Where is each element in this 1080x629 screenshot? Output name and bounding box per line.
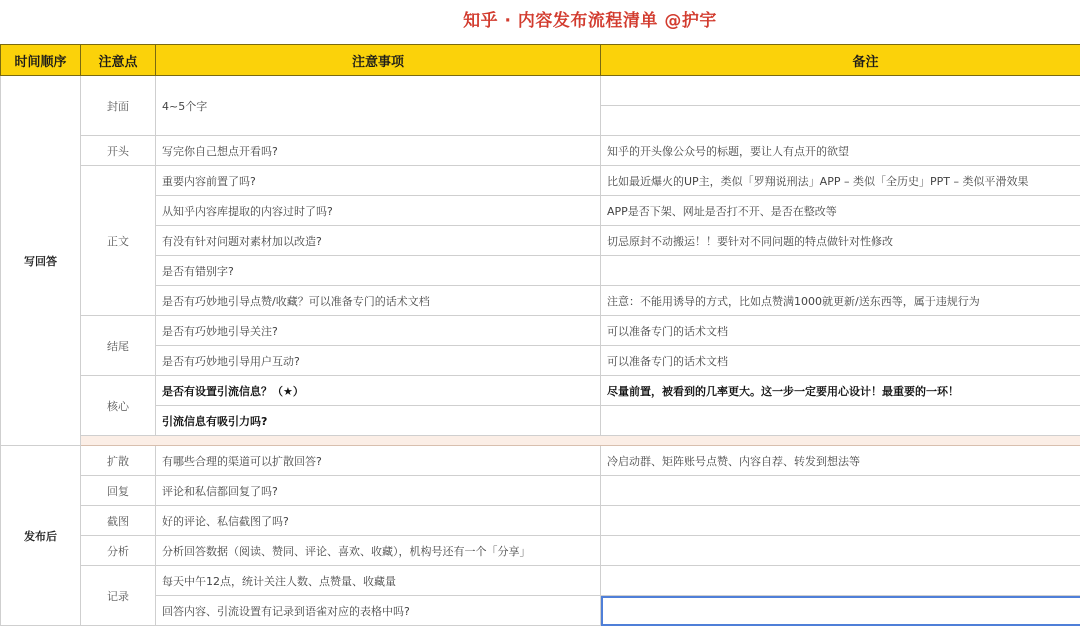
item-cell[interactable]: 从知乎内容库提取的内容过时了吗?: [156, 196, 601, 226]
table-row: [1, 76, 1080, 106]
checklist-sheet: [0, 44, 1080, 626]
item-cell[interactable]: 有哪些合理的渠道可以扩散回答?: [156, 446, 601, 476]
point-cell-opening[interactable]: 开头: [81, 136, 156, 166]
item-cell[interactable]: 好的评论、私信截图了吗?: [156, 506, 601, 536]
checklist-table: [0, 44, 1080, 626]
table-row: [1, 196, 1080, 226]
table-row: [1, 286, 1080, 316]
table-row: [1, 406, 1080, 436]
point-cell-screenshot[interactable]: 截图: [81, 506, 156, 536]
note-cell[interactable]: [601, 256, 1080, 286]
note-cell[interactable]: [601, 76, 1080, 106]
item-cell[interactable]: 每天中午12点，统计关注人数、点赞量、收藏量: [156, 566, 601, 596]
item-cell[interactable]: 评论和私信都回复了吗?: [156, 476, 601, 506]
point-cell-core[interactable]: 核心: [81, 376, 156, 436]
header-attention-point[interactable]: 注意点: [81, 45, 156, 76]
page-title: 知乎 · 内容发布流程清单 @护宇: [463, 11, 717, 31]
table-row: [1, 376, 1080, 406]
table-row: [1, 316, 1080, 346]
table-row: [1, 446, 1080, 476]
table-row: [1, 166, 1080, 196]
note-cell[interactable]: [601, 506, 1080, 536]
item-cell[interactable]: 是否有巧妙地引导关注?: [156, 316, 601, 346]
item-cell[interactable]: 回答内容、引流设置有记录到语雀对应的表格中吗?: [156, 596, 601, 626]
header-time-order[interactable]: 时间顺序: [1, 45, 81, 76]
section-separator-row: [1, 436, 1080, 446]
note-cell[interactable]: 可以准备专门的话术文档: [601, 346, 1080, 376]
item-cell[interactable]: 重要内容前置了吗?: [156, 166, 601, 196]
item-cell[interactable]: 是否有设置引流信息？（★）: [156, 376, 601, 406]
note-cell[interactable]: APP是否下架、网址是否打不开、是否在整改等: [601, 196, 1080, 226]
item-cell[interactable]: 是否有巧妙地引导点赞/收藏？可以准备专门的话术文档: [156, 286, 601, 316]
point-cell-analysis[interactable]: 分析: [81, 536, 156, 566]
separator-cell: [81, 436, 1080, 446]
note-cell[interactable]: [601, 106, 1080, 136]
section-cell-write[interactable]: 写回答: [1, 76, 81, 446]
table-row: [1, 256, 1080, 286]
table-row: [1, 346, 1080, 376]
note-cell[interactable]: 知乎的开头像公众号的标题，要让人有点开的欲望: [601, 136, 1080, 166]
note-cell[interactable]: [601, 536, 1080, 566]
item-cell[interactable]: 引流信息有吸引力吗?: [156, 406, 601, 436]
table-row: [1, 596, 1080, 626]
note-cell[interactable]: 冷启动群、矩阵账号点赞、内容自荐、转发到想法等: [601, 446, 1080, 476]
point-cell-cover[interactable]: 封面: [81, 76, 156, 136]
point-cell-reply[interactable]: 回复: [81, 476, 156, 506]
header-row: [1, 45, 1080, 76]
point-cell-ending[interactable]: 结尾: [81, 316, 156, 376]
item-cell[interactable]: 有没有针对问题对素材加以改造?: [156, 226, 601, 256]
note-cell[interactable]: [601, 476, 1080, 506]
table-row: [1, 536, 1080, 566]
item-cell[interactable]: 分析回答数据（阅读、赞同、评论、喜欢、收藏），机构号还有一个「分享」: [156, 536, 601, 566]
point-cell-spread[interactable]: 扩散: [81, 446, 156, 476]
note-cell[interactable]: 比如最近爆火的UP主，类似「罗翔说刑法」APP – 类似「全历史」PPT – 类似平滑效果: [601, 166, 1080, 196]
note-cell[interactable]: [601, 566, 1080, 596]
header-attention-items[interactable]: 注意事项: [156, 45, 601, 76]
note-cell[interactable]: 切忌原封不动搬运！！要针对不同问题的特点做针对性修改: [601, 226, 1080, 256]
item-cell[interactable]: 是否有巧妙地引导用户互动?: [156, 346, 601, 376]
point-cell-record[interactable]: 记录: [81, 566, 156, 626]
table-row: [1, 136, 1080, 166]
selected-note-cell[interactable]: [601, 596, 1080, 626]
note-cell[interactable]: 尽量前置，被看到的几率更大。这一步一定要用心设计！最重要的一环！: [601, 376, 1080, 406]
table-row: [1, 566, 1080, 596]
item-cell[interactable]: 是否有错别字?: [156, 256, 601, 286]
table-row: [1, 226, 1080, 256]
item-cell[interactable]: 写完你自己想点开看吗?: [156, 136, 601, 166]
header-remarks[interactable]: 备注: [601, 45, 1080, 76]
point-cell-body[interactable]: 正文: [81, 166, 156, 316]
note-cell[interactable]: 可以准备专门的话术文档: [601, 316, 1080, 346]
table-row: [1, 506, 1080, 536]
note-cell[interactable]: 注意：不能用诱导的方式，比如点赞满1000就更新/送东西等，属于违规行为: [601, 286, 1080, 316]
table-row: [1, 476, 1080, 506]
note-cell[interactable]: [601, 406, 1080, 436]
item-cell[interactable]: 4~5个字: [156, 76, 601, 136]
section-cell-publish[interactable]: 发布后: [1, 446, 81, 626]
